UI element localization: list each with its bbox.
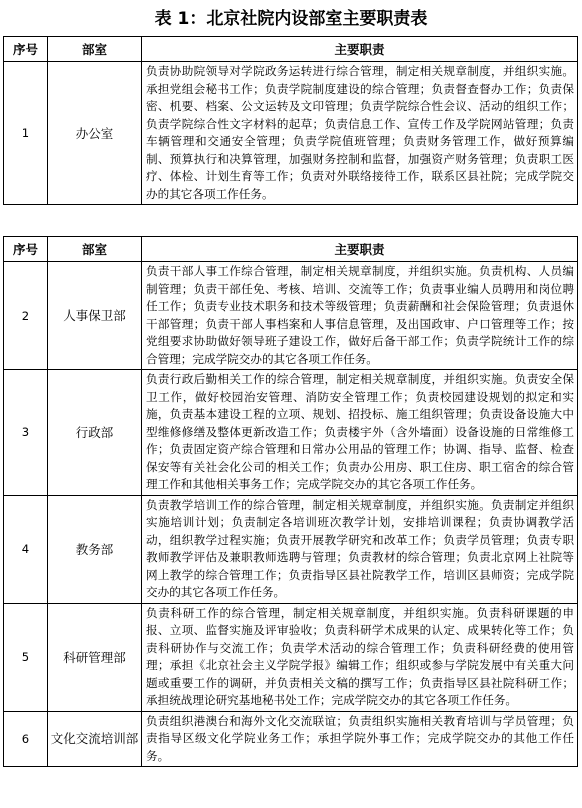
table-row xyxy=(4,603,578,711)
row-num: 1 xyxy=(4,62,48,205)
table-row xyxy=(4,262,578,370)
header-duty: 主要职责 xyxy=(142,37,578,62)
row-duty: 负责教学培训工作的综合管理，制定相关规章制度，并组织实施。负责制定并组织实施培训计划；负责制定各培训班次教学计划，安排培训课程；负责协调教学活动，组织教学过程实施；负责开展教学研究和改革工作；负责学员管理；负责专职教师教学评估及兼职教师选聘与管理；负责教材的综合管理；负责北京网上社院等网上教学的综合管理工作；负责指导区县社院教学工作，培训区县师资；完成学院交办的其它各项工作任务。 xyxy=(142,495,578,603)
table-row xyxy=(4,711,578,767)
row-duty: 负责组织港澳台和海外文化交流联谊；负责组织实施相关教育培训与学员管理；负责指导区级文化学院业务工作；承担学院外事工作；完成学院交办的其他工作任务。 xyxy=(142,711,578,767)
table-row xyxy=(4,62,578,205)
row-dept: 文化交流培训部 xyxy=(48,711,142,767)
header-duty: 主要职责 xyxy=(142,237,578,262)
row-num: 4 xyxy=(4,495,48,603)
row-duty: 负责行政后勤相关工作的综合管理，制定相关规章制度，并组织实施。负责安全保卫工作，做好校园治安管理、消防安全管理工作；负责校园建设规划的拟定和实施，负责基本建设工程的立项、规划、招投标、施工组织管理；负责设备设施大中型维修修缮及整体更新改造工作；负责楼宇外（含外墙面）设备设施的日常维修工作；负责固定资产综合管理和日常办公用品的管理工作；协调、指导、监督、检查保安等有关社会化公司的相关工作；负责办公用房、职工住房、职工宿舍的综合管理工作和其他相关事务工作；完成学院交办的其它各项工作任务。 xyxy=(142,370,578,496)
row-num: 5 xyxy=(4,603,48,711)
row-num: 2 xyxy=(4,262,48,370)
row-dept: 教务部 xyxy=(48,495,142,603)
row-duty: 负责协助院领导对学院政务运转进行综合管理，制定相关规章制度，并组织实施。承担党组会秘书工作；负责学院制度建设的综合管理；负责督查督办工作；负责保密、机要、档案、公文运转及文印管理；负责学院综合性会议、活动的组织工作；负责学院综合性文字材料的起草；负责信息工作、宣传工作及学院网站管理；负责车辆管理和交通安全管理；负责学院值班管理；负责财务管理工作，做好预算编制、预算执行和决算管理，加强财务控制和监督，加强资产财务管理；负责职工医疗、体检、计划生育等工作；负责对外联络接待工作，联系区县社院；完成学院交办的其它各项工作任务。 xyxy=(142,62,578,205)
page-title: 表 1：北京社院内设部室主要职责表 xyxy=(154,9,428,29)
header-num: 序号 xyxy=(4,237,48,262)
row-num: 6 xyxy=(4,711,48,767)
duties-table-1 xyxy=(3,36,578,205)
row-dept: 科研管理部 xyxy=(48,603,142,711)
row-num: 3 xyxy=(4,370,48,496)
header-dept: 部室 xyxy=(48,37,142,62)
row-dept: 行政部 xyxy=(48,370,142,496)
row-dept: 人事保卫部 xyxy=(48,262,142,370)
header-num: 序号 xyxy=(4,37,48,62)
table-row xyxy=(4,495,578,603)
row-duty: 负责科研工作的综合管理，制定相关规章制度，并组织实施。负责科研课题的申报、立项、监督实施及评审验收；负责科研学术成果的认定、成果转化等工作；负责科研协作与交流工作；负责学术活动的综合管理工作；负责科研经费的使用管理；承担《北京社会主义学院学报》编辑工作；组织或参与学院发展中有关重大问题或重要工作的调研，并负责相关文稿的撰写工作；负责指导区县社院科研工作；承担统战理论研究基地秘书处工作；完成学院交办的其它各项工作任务。 xyxy=(142,603,578,711)
table-row xyxy=(4,370,578,496)
row-dept: 办公室 xyxy=(48,62,142,205)
table-header-row xyxy=(4,237,578,262)
duties-table-2 xyxy=(3,236,578,767)
row-duty: 负责干部人事工作综合管理，制定相关规章制度，并组织实施。负责机构、人员编制管理；负责干部任免、考核、培训、交流等工作；负责事业编人员聘用和岗位聘任工作；负责专业技术职务和技术等级管理；负责薪酬和社会保险管理；负责退休干部管理；负责干部人事档案和人事信息管理，及出国政审、户口管理等工作；按党组要求协助做好领导班子建设工作，做好后备干部工作；负责学院统计工作的综合管理；完成学院交办的其它各项工作任务。 xyxy=(142,262,578,370)
header-dept: 部室 xyxy=(48,237,142,262)
table-header-row xyxy=(4,37,578,62)
